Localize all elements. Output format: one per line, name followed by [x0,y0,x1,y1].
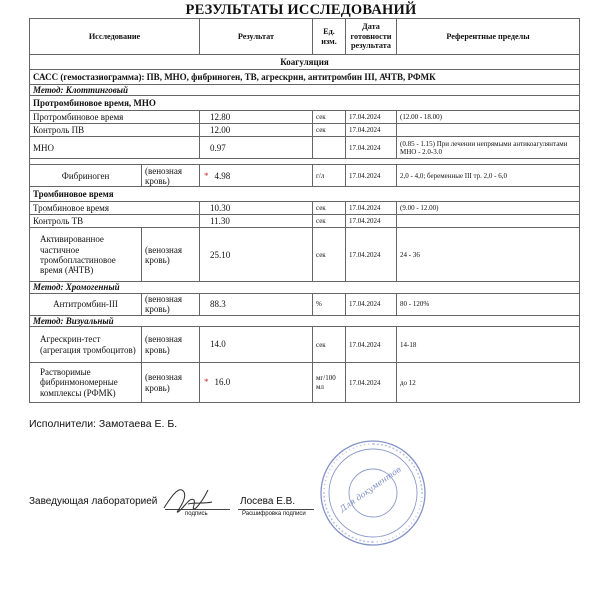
test-unit: г/л [313,165,346,187]
test-date: 17.04.2024 [346,215,397,228]
test-result: 14.0 [200,327,313,363]
test-result: 12.00 [200,124,313,137]
test-result: 12.80 [200,111,313,124]
test-reference: 80 - 120% [397,293,580,315]
table-row [30,228,580,282]
table-row [30,124,580,137]
test-name: Растворимые фибринмономерные комплексы (РФМК) [30,363,142,403]
group-title: Протромбиновое время, МНО [30,96,580,111]
table-row [30,111,580,124]
performers-line: Исполнители: Замотаева Е. Б. [29,418,178,430]
test-reference: 2,0 - 4,0; беременные III тр. 2,0 - 6,0 [397,165,580,187]
test-unit: сек [313,202,346,215]
sample-type: (венозная кровь) [142,165,200,187]
test-unit: % [313,293,346,315]
col-header-result: Результат [200,19,313,55]
test-result: 25.10 [200,228,313,282]
test-date: 17.04.2024 [346,293,397,315]
test-name: Контроль ПВ [30,124,200,137]
method-label: Метод: Хромогенный [30,282,580,293]
test-reference: (0.85 - 1.15) При лечении непрямыми антикоагулянтами МНО - 2.0-3.0 [397,137,580,159]
signature-image [160,482,220,522]
test-reference: (12.00 - 18.00) [397,111,580,124]
test-date: 17.04.2024 [346,202,397,215]
test-name: Антитромбин-III [30,293,142,315]
table-row [30,202,580,215]
test-date: 17.04.2024 [346,165,397,187]
abnormal-flag: * [204,377,209,388]
test-reference: (9.00 - 12.00) [397,202,580,215]
results-table [29,18,580,403]
test-unit: сек [313,215,346,228]
method-label: Метод: Визуальный [30,315,580,326]
table-row [30,327,580,363]
test-result: 0.97 [200,137,313,159]
head-name: Лосева Е.В. [240,496,296,507]
col-header-test: Исследование [30,19,200,55]
test-date: 17.04.2024 [346,327,397,363]
table-row [30,293,580,315]
page-title: РЕЗУЛЬТАТЫ ИССЛЕДОВАНИЙ [185,2,417,18]
test-result: 10.30 [200,202,313,215]
test-result: 88.3 [200,293,313,315]
col-header-unit: Ед. изм. [313,19,346,55]
table-row [30,165,580,187]
signature-caption: подпись [185,511,208,517]
decode-caption: Расшифровка подписи [242,511,306,517]
test-name: Фибриноген [30,165,142,187]
test-name: Активированное частичное тромбопластиновое время (АЧТВ) [30,228,142,282]
test-date: 17.04.2024 [346,228,397,282]
test-reference: до 12 [397,363,580,403]
section-title: Коагуляция [30,55,580,70]
test-unit: мг/100 мл [313,363,346,403]
test-unit [313,137,346,159]
table-row [30,137,580,159]
table-row [30,215,580,228]
test-reference [397,215,580,228]
test-reference: 14-18 [397,327,580,363]
table-header-row [30,19,580,55]
test-reference [397,124,580,137]
stamp-image [318,438,428,548]
panel-title: САСС (гемостазиограмма): ПВ, МНО, фибриноген, ТВ, агрескрин, антитромбин III, АЧТВ, РФМК [30,70,580,85]
test-date: 17.04.2024 [346,124,397,137]
test-date: 17.04.2024 [346,111,397,124]
sample-type: (венозная кровь) [142,293,200,315]
group-title: Тромбиновое время [30,187,580,202]
test-unit: сек [313,228,346,282]
abnormal-flag: * [204,170,209,181]
test-unit: сек [313,327,346,363]
test-name: Тромбиновое время [30,202,200,215]
test-name: Протромбиновое время [30,111,200,124]
test-result: 4.98 [214,170,231,181]
test-name: Контроль ТВ [30,215,200,228]
sample-type: (венозная кровь) [142,363,200,403]
test-date: 17.04.2024 [346,137,397,159]
col-header-date: Дата готовности результата [346,19,397,55]
stamp-text: Для документов [338,464,403,514]
decode-line [238,509,314,510]
test-reference: 24 - 36 [397,228,580,282]
test-name: МНО [30,137,200,159]
sample-type: (венозная кровь) [142,228,200,282]
test-unit: сек [313,124,346,137]
head-label: Заведующая лабораторией [29,496,158,507]
test-date: 17.04.2024 [346,363,397,403]
method-label: Метод: Клоттинговый [30,85,580,96]
col-header-reference: Референтные пределы [397,19,580,55]
sample-type: (венозная кровь) [142,327,200,363]
test-unit: сек [313,111,346,124]
test-result: 16.0 [214,377,231,388]
test-name: Агрескрин-тест (агрегация тромбоцитов) [30,327,142,363]
table-row [30,363,580,403]
test-result: 11.30 [200,215,313,228]
